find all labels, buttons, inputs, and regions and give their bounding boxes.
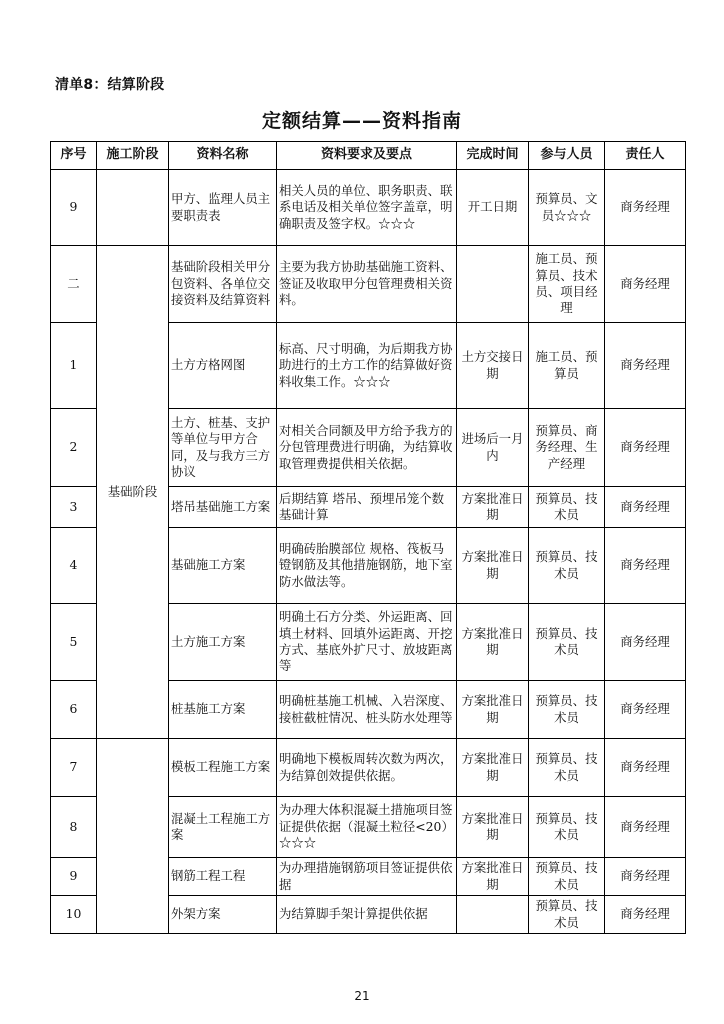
completion-time: 方案批准日期 bbox=[457, 528, 529, 604]
document-name: 钢筋工程工程 bbox=[169, 858, 277, 896]
document-name: 外架方案 bbox=[169, 896, 277, 934]
requirements: 主要为我方协助基础施工资料、签证及收取甲分包管理费相关资料。 bbox=[277, 246, 457, 323]
responsible-person: 商务经理 bbox=[605, 604, 686, 681]
requirements: 标高、尺寸明确，为后期我方协助进行的土方工作的结算做好资料收集工作。☆☆☆ bbox=[277, 323, 457, 409]
document-name: 土方、桩基、支护等单位与甲方合同，及与我方三方协议 bbox=[169, 409, 277, 487]
column-header: 施工阶段 bbox=[97, 142, 169, 170]
column-header: 参与人员 bbox=[529, 142, 605, 170]
column-header: 完成时间 bbox=[457, 142, 529, 170]
row-number: 5 bbox=[51, 604, 97, 681]
requirements: 相关人员的单位、职务职责、联系电话及相关单位签字盖章，明确职责及签字权。☆☆☆ bbox=[277, 170, 457, 246]
row-number: 9 bbox=[51, 170, 97, 246]
table-row bbox=[51, 170, 686, 246]
document-name: 桩基施工方案 bbox=[169, 681, 277, 739]
document-name: 土方方格网图 bbox=[169, 323, 277, 409]
participants: 预算员、技术员 bbox=[529, 487, 605, 528]
requirements: 后期结算 塔吊、预埋吊笼个数 基础计算 bbox=[277, 487, 457, 528]
row-number: 4 bbox=[51, 528, 97, 604]
stage-cell: 基础阶段 bbox=[97, 246, 169, 739]
completion-time: 进场后一月内 bbox=[457, 409, 529, 487]
responsible-person: 商务经理 bbox=[605, 858, 686, 896]
participants: 预算员、商务经理、生产经理 bbox=[529, 409, 605, 487]
column-header: 责任人 bbox=[605, 142, 686, 170]
completion-time: 方案批准日期 bbox=[457, 681, 529, 739]
completion-time bbox=[457, 246, 529, 323]
page-number: 21 bbox=[354, 989, 370, 1003]
document-name: 基础施工方案 bbox=[169, 528, 277, 604]
responsible-person: 商务经理 bbox=[605, 681, 686, 739]
table-row bbox=[51, 739, 686, 797]
requirements: 明确地下模板周转次数为两次，为结算创效提供依据。 bbox=[277, 739, 457, 797]
table-header-row bbox=[51, 142, 686, 170]
document-name: 塔吊基础施工方案 bbox=[169, 487, 277, 528]
list-heading: 清单8：结算阶段 bbox=[55, 77, 165, 93]
participants: 施工员、预算员 bbox=[529, 323, 605, 409]
completion-time: 方案批准日期 bbox=[457, 739, 529, 797]
requirements: 明确土石方分类、外运距离、回填土材料、回填外运距离、开挖方式、基底外扩尺寸、放坡距离等 bbox=[277, 604, 457, 681]
stage-cell-empty bbox=[97, 739, 169, 934]
table-row bbox=[51, 246, 686, 323]
completion-time: 开工日期 bbox=[457, 170, 529, 246]
completion-time: 方案批准日期 bbox=[457, 858, 529, 896]
participants: 施工员、预算员、技术员、项目经理 bbox=[529, 246, 605, 323]
responsible-person: 商务经理 bbox=[605, 323, 686, 409]
column-header: 资料要求及要点 bbox=[277, 142, 457, 170]
participants: 预算员、技术员 bbox=[529, 528, 605, 604]
responsible-person: 商务经理 bbox=[605, 739, 686, 797]
row-number: 9 bbox=[51, 858, 97, 896]
requirements: 为结算脚手架计算提供依据 bbox=[277, 896, 457, 934]
document-name: 混凝土工程施工方案 bbox=[169, 797, 277, 858]
document-name: 模板工程施工方案 bbox=[169, 739, 277, 797]
document-title: 定额结算——资料指南 bbox=[261, 110, 462, 132]
guide-table bbox=[50, 141, 686, 934]
row-number: 1 bbox=[51, 323, 97, 409]
participants: 预算员、技术员 bbox=[529, 896, 605, 934]
column-header: 资料名称 bbox=[169, 142, 277, 170]
requirements: 对相关合同额及甲方给予我方的分包管理费进行明确，为结算收取管理费提供相关依据。 bbox=[277, 409, 457, 487]
responsible-person: 商务经理 bbox=[605, 409, 686, 487]
row-number: 10 bbox=[51, 896, 97, 934]
participants: 预算员、技术员 bbox=[529, 797, 605, 858]
document-name: 土方施工方案 bbox=[169, 604, 277, 681]
requirements: 明确砖胎膜部位 规格、筏板马镫钢筋及其他措施钢筋，地下室防水做法等。 bbox=[277, 528, 457, 604]
requirements: 明确桩基施工机械、入岩深度、接桩截桩情况、桩头防水处理等 bbox=[277, 681, 457, 739]
responsible-person: 商务经理 bbox=[605, 487, 686, 528]
participants: 预算员、技术员 bbox=[529, 604, 605, 681]
completion-time bbox=[457, 896, 529, 934]
requirements: 为办理措施钢筋项目签证提供依据 bbox=[277, 858, 457, 896]
stage-cell-empty bbox=[97, 170, 169, 246]
participants: 预算员、技术员 bbox=[529, 681, 605, 739]
responsible-person: 商务经理 bbox=[605, 896, 686, 934]
participants: 预算员、技术员 bbox=[529, 858, 605, 896]
completion-time: 方案批准日期 bbox=[457, 797, 529, 858]
completion-time: 土方交接日期 bbox=[457, 323, 529, 409]
document-name: 甲方、监理人员主要职责表 bbox=[169, 170, 277, 246]
completion-time: 方案批准日期 bbox=[457, 487, 529, 528]
responsible-person: 商务经理 bbox=[605, 797, 686, 858]
row-number: 二 bbox=[51, 246, 97, 323]
participants: 预算员、文员☆☆☆ bbox=[529, 170, 605, 246]
row-number: 7 bbox=[51, 739, 97, 797]
column-header: 序号 bbox=[51, 142, 97, 170]
row-number: 8 bbox=[51, 797, 97, 858]
requirements: 为办理大体积混凝土措施项目签证提供依据（混凝土粒径<20）☆☆☆ bbox=[277, 797, 457, 858]
completion-time: 方案批准日期 bbox=[457, 604, 529, 681]
document-name: 基础阶段相关甲分包资料、各单位交接资料及结算资料 bbox=[169, 246, 277, 323]
row-number: 2 bbox=[51, 409, 97, 487]
responsible-person: 商务经理 bbox=[605, 170, 686, 246]
responsible-person: 商务经理 bbox=[605, 246, 686, 323]
row-number: 3 bbox=[51, 487, 97, 528]
participants: 预算员、技术员 bbox=[529, 739, 605, 797]
responsible-person: 商务经理 bbox=[605, 528, 686, 604]
row-number: 6 bbox=[51, 681, 97, 739]
